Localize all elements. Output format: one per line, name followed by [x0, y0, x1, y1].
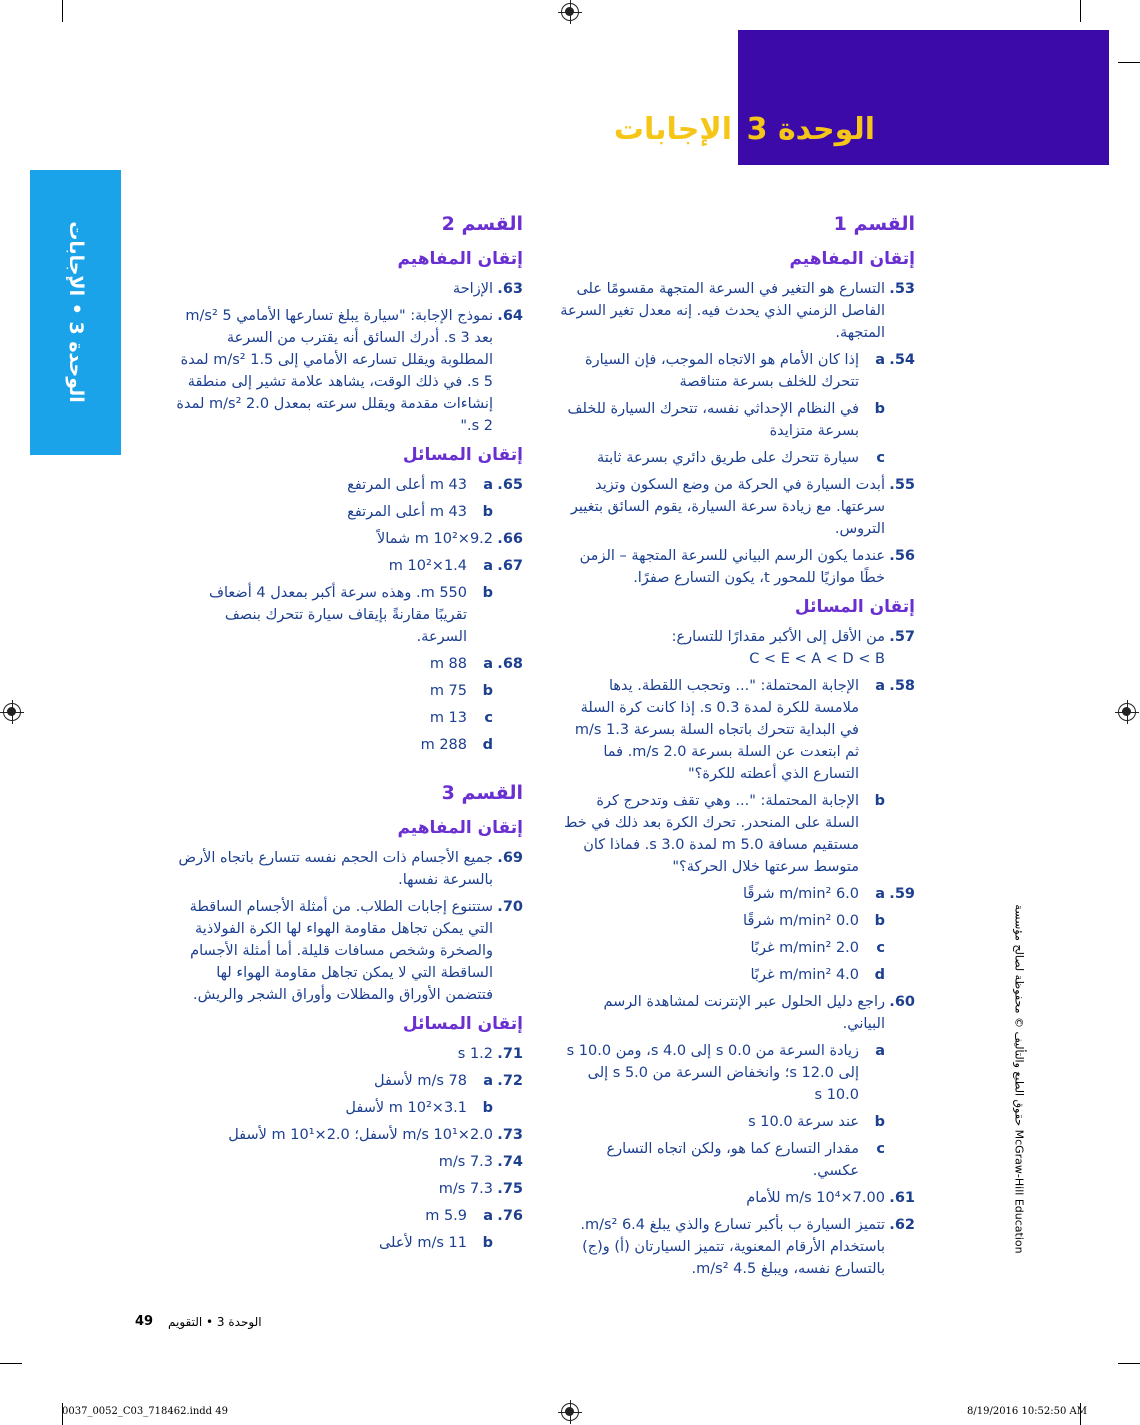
- answer-text: التسارع هو التغير في السرعة المتجهة مقسومًا على الفاصل الزمني الذي يحدث فيه. إنه معدل تغير السرعة المتجهة.: [560, 281, 885, 341]
- answer-text: 13 m: [429, 710, 467, 726]
- answer-part: b: [482, 504, 493, 520]
- answer-item: [560, 1187, 915, 1209]
- footer-unit-label: الوحدة 3 • التقويم: [168, 1315, 262, 1329]
- answer-number: 55.: [889, 477, 915, 493]
- answer-part: b: [874, 913, 885, 929]
- answer-text: 9.2×10² m شمالاً: [376, 531, 493, 547]
- answer-item: [173, 896, 523, 1006]
- answer-number: 54.: [889, 352, 915, 368]
- answer-number: 63.: [497, 281, 523, 297]
- answer-item: [173, 1178, 523, 1200]
- answer-text: 550 m. وهذه سرعة أكبر بمعدل 4 أضعاف تقريبًا مقارنةً بإيقاف سيارة تتحرك بنصف السرعة.: [208, 585, 467, 645]
- answer-item: [173, 653, 523, 675]
- answer-part: a: [483, 656, 493, 672]
- answer-part: b: [482, 1235, 493, 1251]
- answer-number: 62.: [889, 1217, 915, 1233]
- answer-part: b: [874, 1114, 885, 1130]
- answer-text: الإجابة المحتملة: "... وهي تقف وتدحرج كرة السلة على المنحدر. تحرك الكرة بعد ذلك في خط مستقيم مسافة 5.0 m لمدة 3.0 s. فماذا كان متوسط سرعتها خلال الحركة؟": [563, 793, 859, 875]
- answer-part: b: [874, 793, 885, 809]
- answer-text: 288 m: [420, 737, 467, 753]
- answer-text: ستتنوع إجابات الطلاب. من أمثلة الأجسام الساقطة التي يمكن تجاهل مقاومة الهواء لها الكرة الفولاذية والصخرة وشخص مسافات قليلة. أما أمثلة الأجسام الساقطة التي لا يمكن تجاهل مقاومة الهواء لها فتتضمن الأوراق والمظلات وأوراق الشجر والريش.: [189, 899, 493, 1003]
- answer-item: [560, 1111, 885, 1133]
- answer-text: راجع دليل الحلول عبر الإنترنت لمشاهدة الرسم البياني.: [603, 994, 885, 1032]
- answer-text: 6.0 m/min² شرقًا: [743, 886, 859, 902]
- answer-number: 67.: [497, 558, 523, 574]
- answer-item: [560, 545, 915, 589]
- answer-number: 76.: [497, 1208, 523, 1224]
- answer-item: [560, 626, 915, 670]
- answer-text: 43 m أعلى المرتفع: [347, 504, 467, 520]
- section-heading: القسم 3: [441, 782, 523, 804]
- answer-number: 75.: [497, 1181, 523, 1197]
- answer-part: b: [482, 1100, 493, 1116]
- answer-item: [560, 349, 915, 393]
- answer-part: c: [876, 940, 885, 956]
- answer-text: إذا كان الأمام هو الاتجاه الموجب، فإن السيارة تتحرك للخلف بسرعة متناقصة: [584, 352, 859, 390]
- registration-mark-icon: [3, 703, 21, 721]
- answer-item: [560, 991, 915, 1035]
- crop-mark: [62, 0, 63, 22]
- answer-text: 11 m/s لأعلى: [378, 1235, 467, 1251]
- answer-text: 2.0×10¹ m/s لأسفل؛ 2.0×10¹ m لأسفل: [228, 1127, 493, 1143]
- subsection-heading: إتقان المسائل: [402, 1014, 523, 1034]
- answer-item: [173, 847, 523, 891]
- answer-text: 4.0 m/min² غربًا: [750, 967, 859, 983]
- answer-number: 59.: [889, 886, 915, 902]
- answer-number: 65.: [497, 477, 523, 493]
- answer-item: [173, 501, 493, 523]
- answer-number: 60.: [889, 994, 915, 1010]
- answer-part: b: [482, 585, 493, 601]
- answer-item: [560, 964, 885, 986]
- answer-item: [560, 1040, 885, 1106]
- answers-title: الإجابات: [613, 112, 732, 147]
- section-heading: القسم 2: [441, 213, 523, 235]
- answer-item: [560, 474, 915, 540]
- answer-text: زيادة السرعة من 0.0 s إلى 4.0 s، ومن 10.0 s إلى 12.0 s؛ وانخفاض السرعة من 5.0 s إلى 10.0 s: [566, 1043, 859, 1103]
- crop-mark: [1080, 0, 1081, 22]
- header-divider: [738, 30, 741, 165]
- answer-part: b: [874, 401, 885, 417]
- answer-number: 72.: [497, 1073, 523, 1089]
- answer-item: [173, 474, 523, 496]
- answer-part: c: [876, 1141, 885, 1157]
- answer-text: نموذج الإجابة: "سيارة يبلغ تسارعها الأمامي 5 m/s² بعد 3 s. أدرك السائق أنه يقترب من السرعة المطلوبة ويقلل تسارعه الأمامي إلى 1.5 m/s² لمدة 5 s. في ذلك الوقت، يشاهد علامة تشير إلى منطقة إنشاءات مقدمة ويقلل سرعته بمعدل 2.0 m/s² لمدة 2 s.": [176, 308, 493, 434]
- answer-part: c: [484, 710, 493, 726]
- answer-item: [173, 1124, 523, 1146]
- answers-column-right: [560, 210, 915, 1285]
- answer-text: 7.3 m/s: [438, 1154, 493, 1170]
- answer-item: [173, 1097, 493, 1119]
- answer-item: [173, 278, 523, 300]
- answer-text: مقدار التسارع كما هو، ولكن اتجاه التسارع عكسي.: [606, 1141, 859, 1179]
- answer-item: [173, 582, 493, 648]
- subsection-heading: إتقان المسائل: [794, 597, 915, 617]
- answer-text: جميع الأجسام ذات الحجم نفسه تتسارع باتجاه الأرض بالسرعة نفسها.: [178, 850, 493, 888]
- answer-part: a: [483, 558, 493, 574]
- answer-part: a: [483, 477, 493, 493]
- answer-part: d: [482, 737, 493, 753]
- answer-text: الإزاحة: [452, 281, 493, 297]
- answer-item: [560, 790, 885, 878]
- crop-mark: [1118, 1363, 1140, 1364]
- answer-item: [173, 305, 523, 437]
- subsection-heading: إتقان المفاهيم: [397, 818, 523, 838]
- answer-text: 75 m: [429, 683, 467, 699]
- answer-text: الإجابة المحتملة: "... وتحجب اللقطة. يدها ملامسة للكرة لمدة 0.3 s. إذا كانت كرة السلة في البداية تتحرك باتجاه السلة بسرعة 1.3 m/s ثم ابتعدت عن السلة بسرعة 2.0 m/s. فما التسارع الذي أعطته للكرة؟": [574, 678, 859, 782]
- answer-text: 5.9 m: [425, 1208, 467, 1224]
- answer-item: [173, 680, 493, 702]
- answer-item: [560, 937, 885, 959]
- answer-text: 1.2 s: [457, 1046, 493, 1062]
- answer-item: [560, 910, 885, 932]
- answer-number: 56.: [889, 548, 915, 564]
- answer-number: 53.: [889, 281, 915, 297]
- answer-item: [560, 398, 885, 442]
- answer-text: 1.4×10² m: [388, 558, 467, 574]
- crop-mark: [0, 1363, 22, 1364]
- page-number: 49: [135, 1314, 154, 1329]
- answer-text: [560, 626, 885, 670]
- answer-number: 66.: [497, 531, 523, 547]
- section-heading: القسم 1: [833, 213, 915, 235]
- print-slug-date: 8/19/2016 10:52:50 AM: [967, 1406, 1088, 1417]
- answer-item: [560, 1214, 915, 1280]
- answer-item: [560, 883, 915, 905]
- subsection-heading: إتقان المفاهيم: [397, 249, 523, 269]
- answer-number: 70.: [497, 899, 523, 915]
- answer-item: [560, 1138, 885, 1182]
- answer-text: سيارة تتحرك على طريق دائري بسرعة ثابتة: [596, 450, 859, 466]
- answer-number: 73.: [497, 1127, 523, 1143]
- answer-text: 7.00×10⁴ m/s للأمام: [746, 1190, 885, 1206]
- answer-item: [560, 447, 885, 469]
- answer-part: b: [482, 683, 493, 699]
- subsection-heading: إتقان المفاهيم: [789, 249, 915, 269]
- answer-text: 3.1×10² m لأسفل: [345, 1100, 467, 1116]
- answer-text: عندما يكون الرسم البياني للسرعة المتجهة – الزمن خطًا موازيًا للمحور t، يكون التسارع صفرًا.: [579, 548, 885, 586]
- answer-part: a: [875, 886, 885, 902]
- answer-number: 61.: [889, 1190, 915, 1206]
- answer-text: 2.0 m/min² غربًا: [750, 940, 859, 956]
- registration-mark-icon: [1118, 703, 1136, 721]
- answer-item: [173, 1070, 523, 1092]
- answer-text: 43 m أعلى المرتفع: [347, 477, 467, 493]
- answer-part: a: [483, 1208, 493, 1224]
- crop-mark: [1118, 62, 1140, 63]
- answer-number: 68.: [497, 656, 523, 672]
- answer-text: 78 m/s لأسفل: [374, 1073, 467, 1089]
- answer-math: C < E < A < D < B: [749, 651, 885, 667]
- answer-part: c: [876, 450, 885, 466]
- answer-text: 88 m: [429, 656, 467, 672]
- answer-number: 74.: [497, 1154, 523, 1170]
- subsection-heading: إتقان المسائل: [402, 445, 523, 465]
- answer-item: [173, 1232, 493, 1254]
- answer-part: a: [875, 1043, 885, 1059]
- answer-part: a: [483, 1073, 493, 1089]
- answer-item: [560, 675, 915, 785]
- print-slug-file: 0037_0052_C03_718462.indd 49: [62, 1406, 228, 1417]
- registration-mark-icon: [561, 3, 579, 21]
- answer-number: 64.: [497, 308, 523, 324]
- unit-title: الوحدة 3: [746, 112, 875, 147]
- registration-mark-icon: [561, 1403, 579, 1421]
- answer-number: 69.: [497, 850, 523, 866]
- answer-part: d: [874, 967, 885, 983]
- answer-item: [173, 1205, 523, 1227]
- answer-text: 7.3 m/s: [438, 1181, 493, 1197]
- answer-text: أبدت السيارة في الحركة من وضع السكون وتزيد سرعتها. مع زيادة سرعة السيارة، يقوم السائق بتغيير التروس.: [570, 477, 885, 537]
- answer-item: [173, 555, 523, 577]
- answer-item: [173, 1151, 523, 1173]
- answer-item: [173, 528, 523, 550]
- answer-text: في النظام الإحداثي نفسه، تتحرك السيارة للخلف بسرعة متزايدة: [567, 401, 859, 439]
- answer-number: 57.: [889, 629, 915, 645]
- answer-item: [560, 278, 915, 344]
- answer-text-line: من الأقل إلى الأكبر مقدارًا للتسارع:: [671, 629, 885, 645]
- answer-item: [173, 734, 493, 756]
- answer-part: a: [875, 678, 885, 694]
- side-tab-label: الوحدة 3 • الإجابات: [65, 221, 87, 403]
- answer-text: تتميز السيارة ب بأكبر تسارع والذي يبلغ 6.4 m/s². باستخدام الأرقام المعنوية، تتميز السيارتان (أ) و(ج) بالتسارع نفسه، ويبلغ 4.5 m/s².: [580, 1217, 885, 1277]
- spacer: [173, 761, 523, 779]
- answer-number: 71.: [497, 1046, 523, 1062]
- answer-item: [173, 1043, 523, 1065]
- answer-text: 0.0 m/min² شرقًا: [743, 913, 859, 929]
- copyright-notice: حقوق الطبع والتأليف © محفوظة لصالح مؤسسة McGraw-Hill Education: [1012, 904, 1026, 1254]
- answer-number: 58.: [889, 678, 915, 694]
- answer-item: [173, 707, 493, 729]
- answers-column-left: [173, 210, 523, 1259]
- answer-part: a: [875, 352, 885, 368]
- answer-text: عند سرعة 10.0 s: [748, 1114, 859, 1130]
